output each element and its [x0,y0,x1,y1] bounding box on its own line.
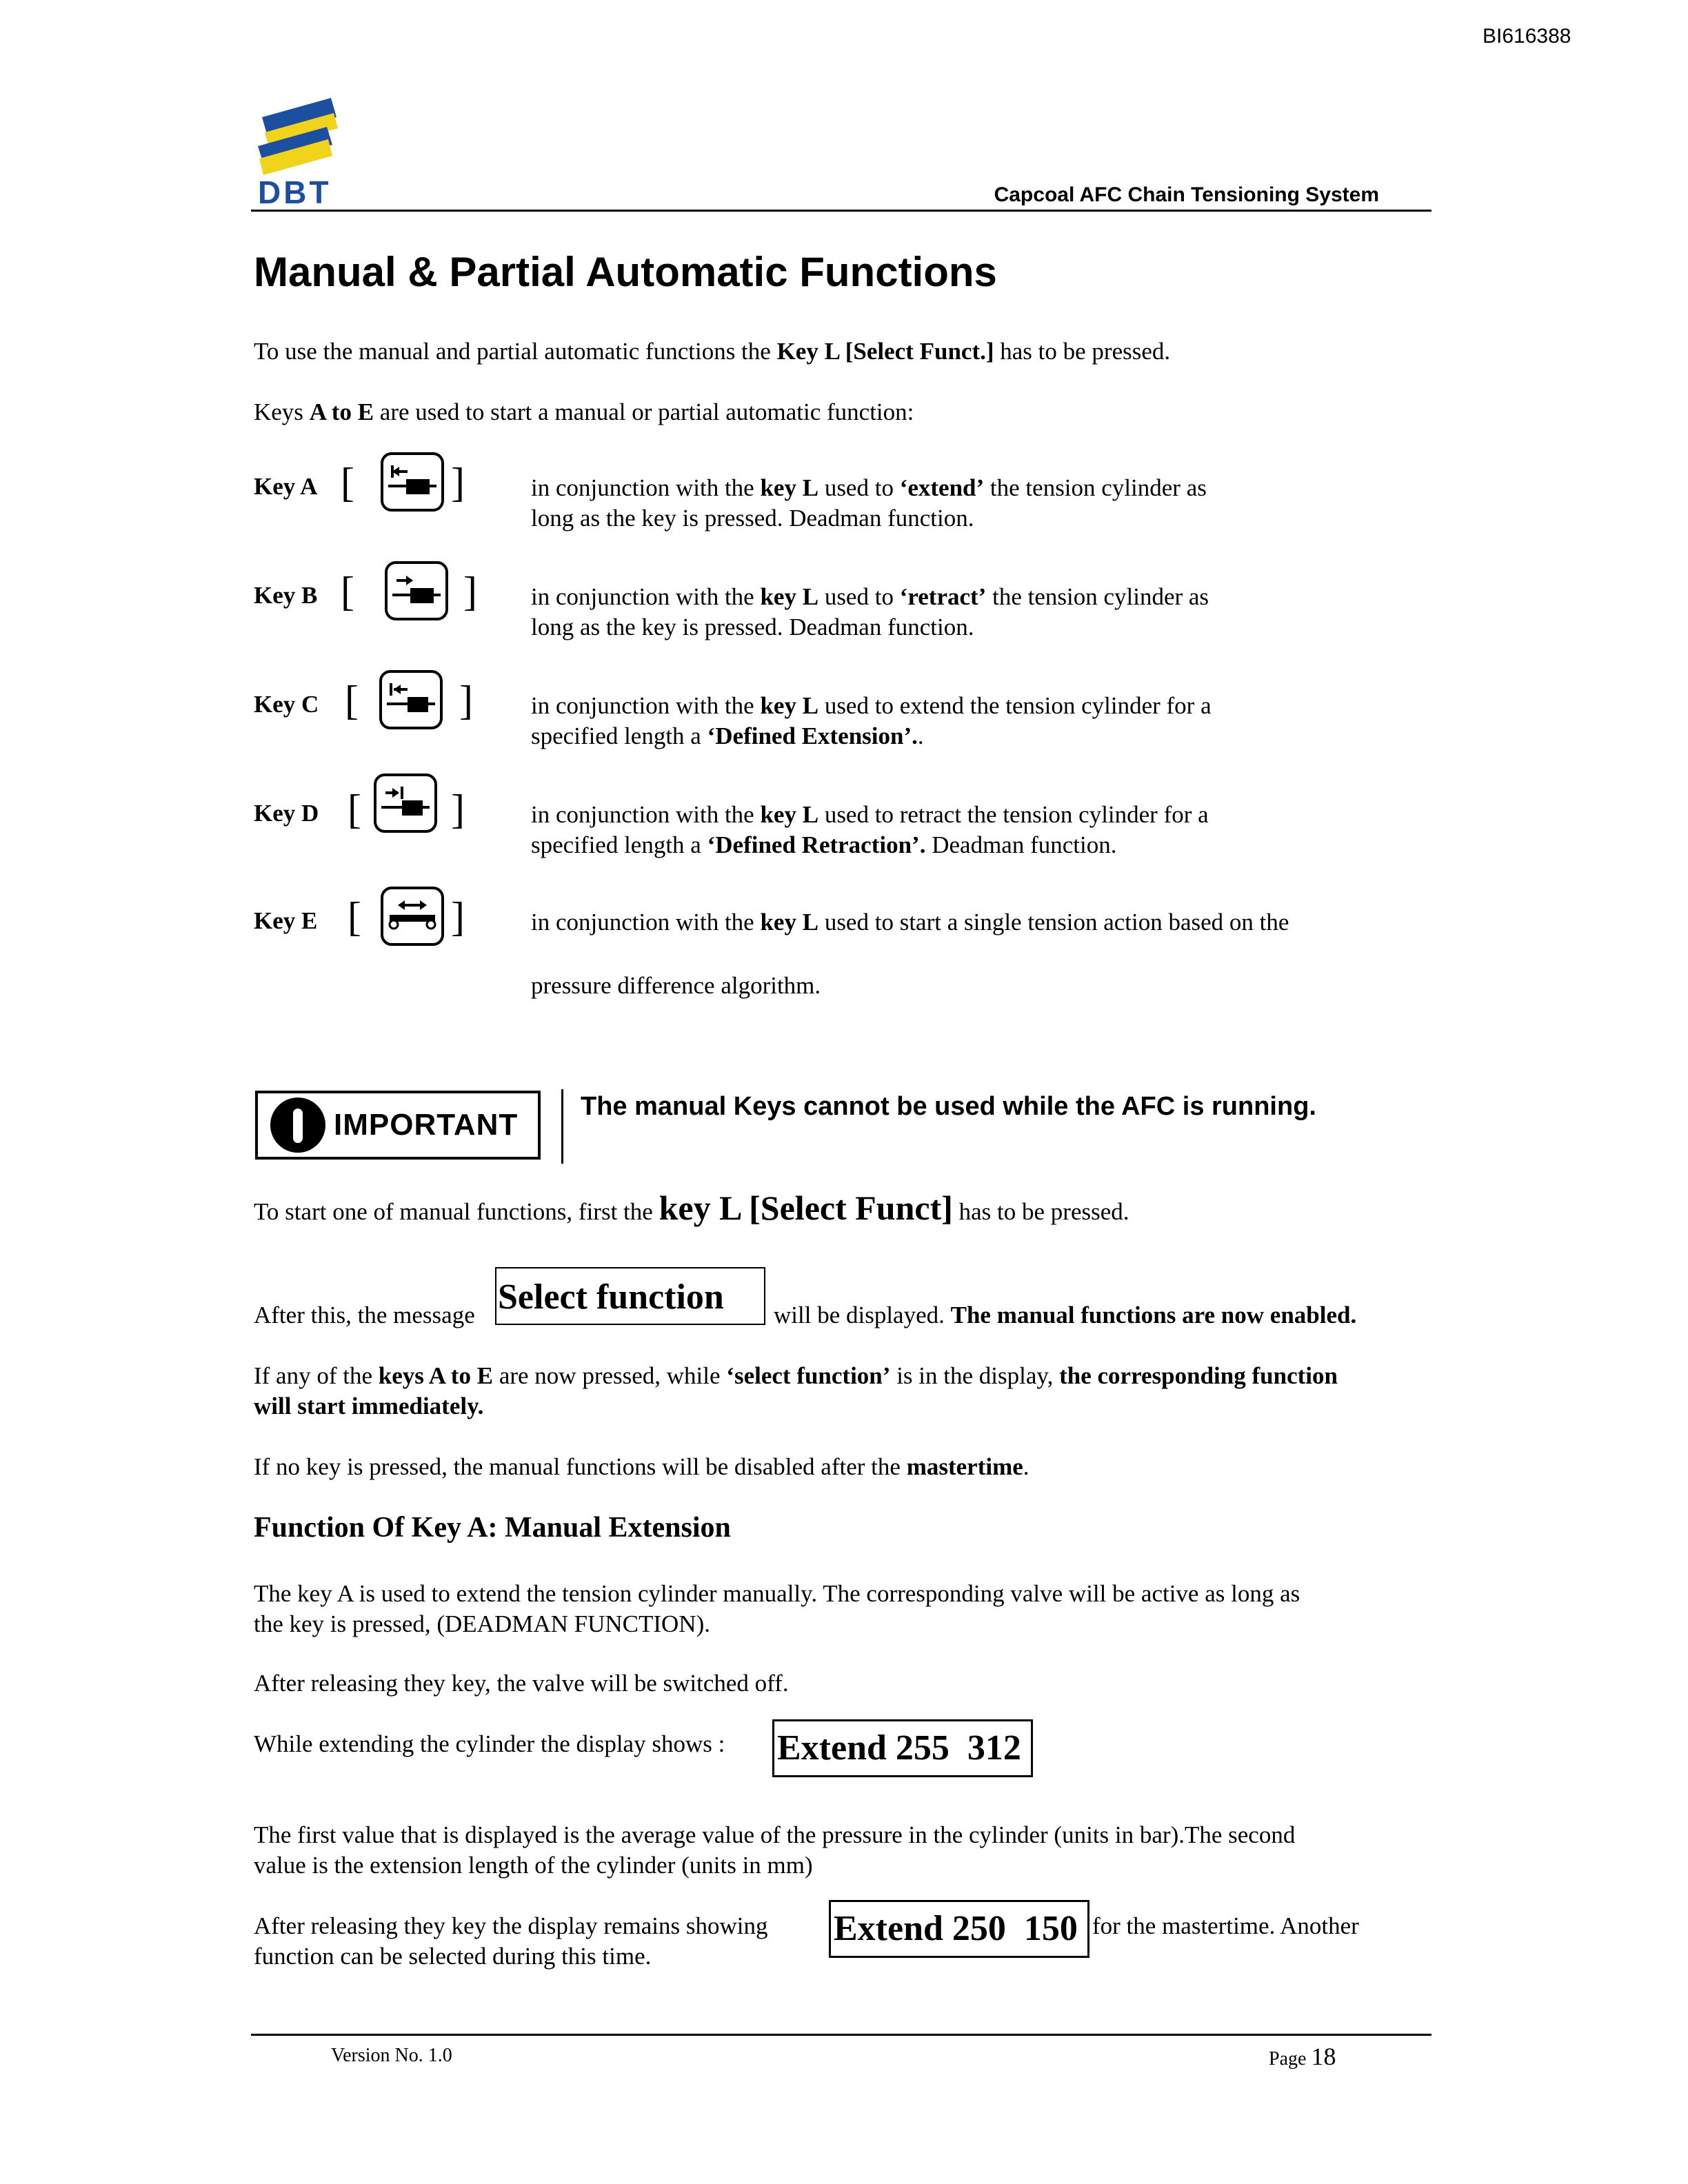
open-bracket: [ [348,787,361,832]
open-bracket: [ [341,569,354,614]
header-divider [251,210,1431,212]
header-title: Capcoal AFC Chain Tensioning System [994,183,1379,206]
key-d-description: in conjunction with the key L used to retract the tension cylinder for a specified length a ‘Defined Retraction’. Deadman function. [531,801,1209,858]
extend-arrow-icon [381,452,444,512]
displayed-text: will be displayed. The manual functions are now enabled. [774,1302,1357,1328]
select-function-display: Select function [495,1267,765,1325]
key-b-description: in conjunction with the key L used to ‘retract’ the tension cylinder as long as the key is pressed. Deadman function. [531,583,1209,640]
notice-divider [561,1089,563,1164]
release-paragraph: After releasing they key, the valve will be switched off. [254,1670,789,1697]
key-e-description: in conjunction with the key L used to start a single tension action based on the [531,909,1289,936]
important-message: The manual Keys cannot be used while the AFC is running. [581,1092,1316,1121]
mastertime-text: for the mastertime. Another [1092,1912,1359,1939]
open-bracket: [ [345,678,359,723]
open-bracket: [ [341,460,354,505]
info-icon [270,1098,325,1153]
document-id: BI616388 [1483,25,1571,48]
key-c-description: in conjunction with the key L used to extend the tension cylinder for a specified length a ‘Defined Extension’.. [531,692,1212,749]
page-title: Manual & Partial Automatic Functions [254,249,997,295]
key-e-description-line2: pressure difference algorithm. [531,972,821,999]
close-bracket: ] [451,894,465,940]
key-c-label: Key C [254,691,319,718]
key-b-label: Key B [254,582,318,609]
retract-arrow-icon [385,561,448,620]
extend-display-2: Extend 250 150 [829,1900,1089,1958]
section-heading: Function Of Key A: Manual Extension [254,1512,731,1544]
key-e-label: Key E [254,907,318,934]
first-value-paragraph: The first value that is displayed is the average value of the pressure in the cylinder (units in bar).The second value is the extension length of the cylinder (units in mm) [254,1821,1296,1879]
footer-version: Version No. 1.0 [331,2045,452,2066]
footer-page [1269,2042,1336,2071]
close-bracket: ] [463,569,477,614]
logo-text: DBT [258,174,332,210]
defined-extend-icon [379,670,443,729]
close-bracket: ] [459,678,473,723]
defined-retract-icon [374,774,437,833]
key-d-label: Key D [254,800,319,827]
footer-divider [251,2034,1431,2036]
page-number: 18 [1311,2043,1336,2070]
released-continuation: function can be selected during this time. [254,1943,652,1970]
open-bracket: [ [348,894,361,940]
extending-text: While extending the cylinder the display shows : [254,1730,725,1757]
page-label: Page [1269,2048,1312,2070]
keys-pressed-paragraph: If any of the keys A to E are now pressed, while ‘select function’ is in the display, the corresponding function will start immediately. [254,1362,1338,1419]
key-a-description: in conjunction with the key L used to ‘extend’ the tension cylinder as long as the key is pressed. Deadman function. [531,474,1207,532]
important-notice [255,1091,541,1160]
start-instruction: To start one of manual functions, first the key L [Select Funct] has to be pressed. [254,1189,1129,1227]
important-label: IMPORTANT [334,1108,519,1142]
intro-paragraph-2: Keys A to E are used to start a manual or partial automatic function: [254,398,914,425]
close-bracket: ] [451,460,465,505]
released-text: After releasing they key the display remains showing [254,1912,768,1939]
extend-display-1: Extend 255 312 [772,1719,1033,1777]
no-key-paragraph: If no key is pressed, the manual functions will be disabled after the mastertime. [254,1453,1029,1480]
close-bracket: ] [451,787,465,832]
key-a-paragraph: The key A is used to extend the tension cylinder manually. The corresponding valve will be active as long as the key is pressed, (DEADMAN FUNCTION). [254,1580,1300,1637]
key-a-label: Key A [254,473,318,500]
intro-paragraph-1: To use the manual and partial automatic functions the Key L [Select Funct.] has to be pressed. [254,338,1171,365]
after-text: After this, the message [254,1302,475,1328]
tension-action-icon [381,887,444,946]
